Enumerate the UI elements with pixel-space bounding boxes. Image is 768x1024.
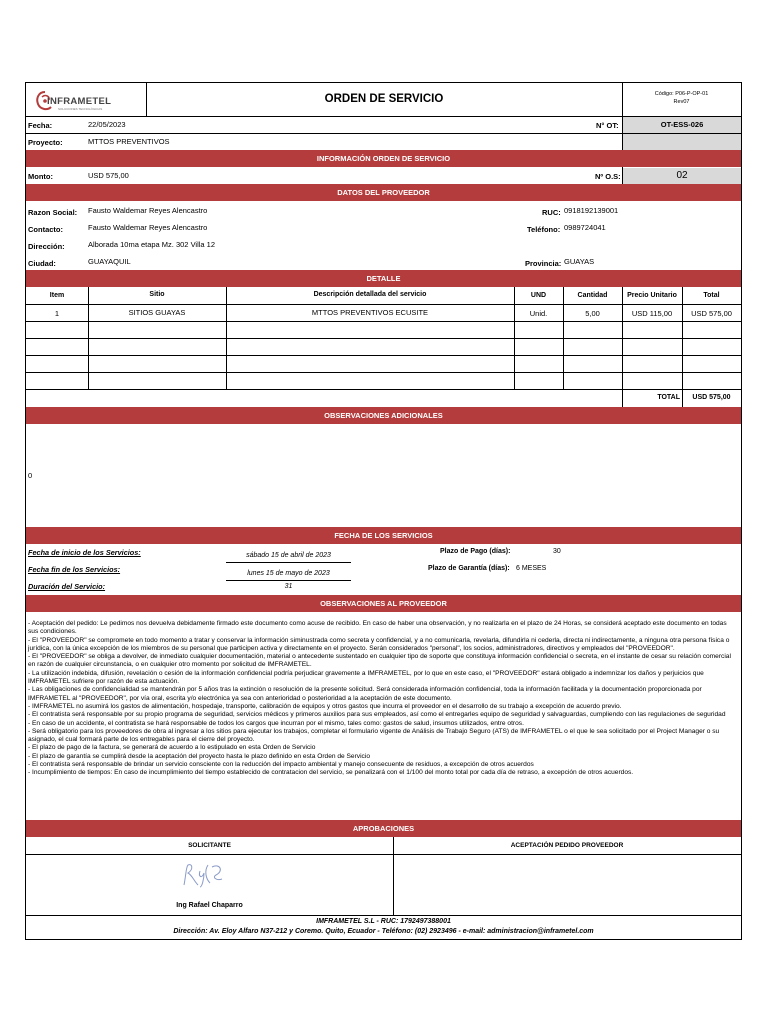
obs-item: - El contratista será responsable por su propio programa de seguridad, servicios médicos y primeros auxilios para sus empleados, así como el entregarles equipo de seguridad y salvaguardas, cumpliendo con las regulaciones de seguridad: [28, 711, 726, 719]
observaciones-proveedor-band: OBSERVACIONES AL PROVEEDOR: [26, 595, 741, 612]
fecha-value: 22/05/2023: [88, 120, 126, 129]
obs-item: - Las obligaciones de confidencialidad se mantendrán por 5 años tras la extinción o resolución de la presente solicitud. Será considerada información confidencial, toda la información facilitada y la documentación proporcionada por IMFRAMETEL al "PROVEEDOR", por vía oral, escrita y/o electrónica ya sea con anterioridad o posterioridad a la aceptación de este documento.: [28, 686, 702, 702]
fecha-label: Fecha:: [28, 121, 53, 130]
plazo-garantia-value: 6 MESES: [516, 565, 547, 572]
obs-item: - El "PROVEEDOR" se compromete en todo momento a tratar y conservar la información siminustrada como secreta y confidencial, y a no comunicarla, revelarla, difundirla ni cederla, directa ni indirectamente, a ninguna otra persona física o jurídica, con la única excepción de los miembros de su personal que participen activa y directamente en el proyecto. Serán considerados "personal", los socios, administradores, directivos y empleados del "PROVEEDOR".: [28, 636, 730, 652]
os-label: Nº O.S:: [595, 172, 621, 181]
service-order-sheet: [25, 82, 742, 940]
cell-total: USD 575,00: [691, 309, 732, 318]
plazo-pago-label: Plazo de Pago (días):: [440, 548, 511, 555]
inicio-label: Fecha de inicio de los Servicios:: [28, 548, 141, 557]
duracion-value: 31: [284, 583, 293, 590]
col-precio-unitario: Precio Unitario: [627, 292, 677, 299]
aceptacion-header: ACEPTACIÓN PEDIDO PROVEEDOR: [510, 842, 624, 849]
signature-icon: [180, 861, 230, 889]
cell-cantidad: 5,00: [585, 309, 600, 318]
duracion-label: Duración del Servicio:: [28, 582, 106, 591]
obs-item: - Aceptación del pedido: Le pedimos nos devuelva debidamente firmado este documento como acuse de recibido. En caso de haber una observación, y no realizarla en el plazo de 24 Horas, se considerá aceptado este documento en todas sus condiciones.: [28, 620, 727, 636]
logo: [34, 88, 144, 114]
os-value: 02: [623, 168, 741, 184]
aprobaciones-band: APROBACIONES: [26, 820, 741, 837]
col-descripcion: Descripción detallada del servicio: [313, 291, 427, 298]
proyecto-value: MTTOS PREVENTIVOS: [88, 137, 170, 146]
telefono-label: Teléfono:: [527, 225, 561, 234]
cell-descripcion: MTTOS PREVENTIVOS ECUSITE: [311, 308, 429, 317]
razon-value: Fausto Waldemar Reyes Alencastro: [88, 206, 208, 215]
direccion-label: Dirección:: [28, 242, 65, 251]
col-item: Item: [49, 292, 65, 299]
total-value: USD 575,00: [692, 394, 731, 401]
col-cantidad: Cantidad: [577, 292, 608, 299]
obs-item: - En caso de un accidente, el contratista se hará responsable de todos los cargos que incurran por el mismo, tales como: gastos de salud, insumos utilizados, entre otros.: [28, 719, 524, 727]
cell-precio-unitario: USD 115,00: [631, 309, 673, 318]
telefono-value: 0989724041: [564, 223, 606, 232]
obs-item: - La utilización indebida, difusión, revelación o cesión de la información confidencial podría perjudicar gravemente a IMFRAMETEL, por lo que en este caso, el "PROVEEDOR" estará obligado a indemnizar los daños y perjuicios que IMFRAMETEL sufriere por razón de esta actuación.: [28, 669, 704, 686]
total-label: TOTAL: [657, 394, 680, 401]
obs-item: - IMFRAMETEL no asumirá los gastos de alimentación, hospedaje, transporte, calibración de equipos y otros gastos que incurra el proveedor en el desarrollo de su trabajo a excepción de acuerdo previo.: [28, 702, 622, 710]
monto-label: Monto:: [28, 172, 53, 181]
cell-item: 1: [54, 309, 60, 318]
monto-value: USD 575,00: [88, 171, 129, 180]
detalle-band: DETALLE: [26, 270, 741, 287]
logo-tagline: SOLUCIONES TECNOLÓGICAS: [58, 107, 103, 111]
fin-value: lunes 15 de mayo de 2023: [247, 570, 330, 577]
observaciones-adicionales-value: 0: [28, 471, 33, 480]
col-sitio: Sitio: [149, 291, 165, 298]
razon-label: Razon Social:: [28, 208, 78, 217]
cell-und: Unid.: [529, 309, 548, 318]
contacto-value: Fausto Waldemar Reyes Alencastro: [88, 223, 208, 232]
obs-item: - El contratista será responsable de brindar un servicio consciente con la reducción del impacto ambiental y manejo consecuente de residuos, a excepción de otros acuerdos: [28, 761, 534, 769]
obs-item: - Será obligatorio para los proveedores de obra al ingresar a los sitios para ejecutar los trabajos, completar el formulario vigente de Análisis de Trabajo Seguro (ATS) de IMFRAMETEL o el que le sea solicitado por el Project Manager o su asignado, el cual formará parte de los entregables para el cierre del proyecto.: [28, 727, 720, 744]
ot-value: OT-ESS-026: [623, 117, 741, 133]
proveedor-band: DATOS DEL PROVEEDOR: [26, 184, 741, 201]
ciudad-value: GUAYAQUIL: [88, 257, 131, 266]
obs-item: - Incumplimiento de tiempos: En caso de incumplimiento del tiempo establecido de contratacion del servicio, se penalizará con el 1/100 del monto total por cada día de retraso, a excepción de otros acuerdos.: [28, 769, 634, 777]
ot-label: N° OT:: [596, 121, 619, 130]
inicio-value: sábado 15 de abril de 2023: [246, 552, 331, 559]
footer-company: IMFRAMETEL S.L - RUC: 1792497388001: [316, 918, 451, 925]
ciudad-label: Ciudad:: [28, 259, 56, 268]
col-und: UND: [530, 292, 547, 299]
fechas-band: FECHA DE LOS SERVICIOS: [26, 527, 741, 544]
observaciones-adicionales-band: OBSERVACIONES ADICIONALES: [26, 407, 741, 424]
fin-label: Fecha fin de los Servicios:: [28, 565, 121, 574]
footer-address: Dirección: Av. Eloy Alfaro N37-212 y Coremo. Quito, Ecuador - Teléfono: (02) 2923496 - e-mail: administracion@inframetel.com: [173, 928, 594, 935]
provincia-label: Provincia:: [525, 259, 562, 268]
document-code: Código: P06-P-OP-01: [654, 91, 709, 97]
contacto-label: Contacto:: [28, 225, 63, 234]
document-revision: Rev07: [673, 99, 690, 105]
logo-text: INFRAMETEL: [47, 96, 112, 107]
plazo-pago-value: 30: [553, 548, 561, 555]
col-total: Total: [703, 292, 720, 299]
solicitante-header: SOLICITANTE: [188, 842, 231, 849]
cell-sitio: SITIOS GUAYAS: [128, 308, 186, 317]
direccion-value: Alborada 10ma etapa Mz. 302 Villa 12: [88, 240, 216, 249]
proyecto-label: Proyecto:: [28, 138, 63, 147]
obs-item: - El "PROVEEDOR" se obliga a devolver, de inmediato cualquier documentación, material o antecedente sustentado en cualquier tipo de soporte que constituya información confidencial o secreta, en el instante de cesar su relación comercial en razón de cualquier circunstancia, o en cualquier otro momento por solicitud de IMFRAMETEL.: [28, 653, 731, 669]
observaciones-proveedor-text: [28, 620, 738, 778]
ruc-label: RUC:: [542, 208, 561, 217]
obs-item: - El plazo de garantía se cumplirá desde la aceptación del proyecto hasta le plazo definido en esta Orden de Servicio: [28, 752, 370, 760]
ot-blank-cell: [623, 134, 741, 150]
firmante-name: Ing Rafael Chaparro: [176, 902, 243, 909]
plazo-garantia-label: Plazo de Garantía (días):: [428, 565, 510, 572]
obs-item: - El plazo de pago de la factura, se generará de acuerdo a lo estipulado en esta Orden de Servicio: [28, 744, 316, 752]
ruc-value: 0918192139001: [564, 206, 619, 215]
info-band: INFORMACIÓN ORDEN DE SERVICIO: [26, 150, 741, 167]
page-title: ORDEN DE SERVICIO: [324, 93, 444, 105]
provincia-value: GUAYAS: [564, 257, 595, 266]
